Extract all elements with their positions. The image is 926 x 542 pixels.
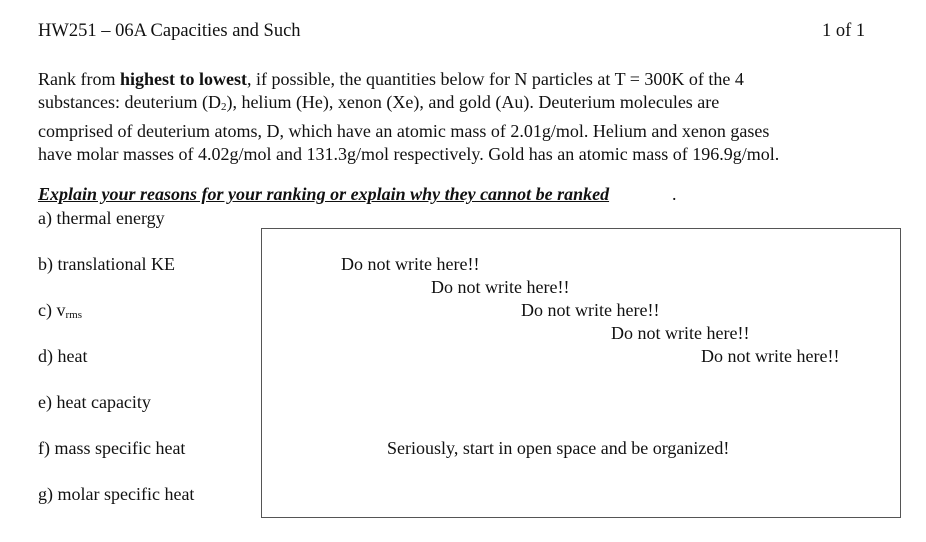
warning-text-4: Do not write here!! [611, 323, 750, 343]
problem-statement [38, 68, 898, 166]
item-c-vrms: c) $v_{rms}$ [38, 300, 82, 321]
statement-line-4: have molar masses of 4.02g/mol and 131.3g/mol respectively. Gold has an atomic mass of 196.9g/mol. [38, 143, 780, 164]
warning-text-2: Do not write here!! [431, 277, 570, 297]
subscript-rms: rms [65, 309, 82, 321]
statement-line-3: comprised of deuterium atoms, D, which have an atomic mass of 2.01g/mol. Helium and xenon gases [38, 120, 770, 141]
statement-line-1: Rank from highest to lowest, if possible, the quantities below for N particles at T = 300K of the 4 [38, 69, 744, 89]
item-d-heat: d) heat [38, 346, 88, 366]
item-b-translational-ke: b) translational KE [38, 254, 175, 274]
statement-line-2: substances: deuterium $(D_2)$, helium (He), xenon (Xe), and gold (Au). Deuterium molecules are [38, 92, 720, 114]
page-number: 1 of 1 [822, 21, 866, 41]
item-f-mass-specific-heat: f) mass specific heat [38, 438, 186, 458]
warning-text-1: Do not write here!! [341, 254, 480, 274]
item-a-thermal-energy: a) thermal energy [38, 208, 165, 228]
emphasis-highest-to-lowest: highest to lowest [119, 69, 247, 89]
item-e-heat-capacity: e) heat capacity [38, 392, 151, 412]
warning-text-5: Do not write here!! [701, 346, 840, 366]
explain-instruction: Explain your reasons for your ranking or explain why they cannot be ranked [38, 184, 610, 204]
item-g-molar-specific-heat: g) molar specific heat [38, 484, 195, 504]
explain-period: . [672, 184, 677, 204]
organization-note: Seriously, start in open space and be organized! [387, 438, 730, 458]
subscript-2: 2 [220, 101, 227, 114]
warning-text-3: Do not write here!! [521, 300, 660, 320]
document-title: HW251 – 06A Capacities and Such [38, 21, 301, 41]
